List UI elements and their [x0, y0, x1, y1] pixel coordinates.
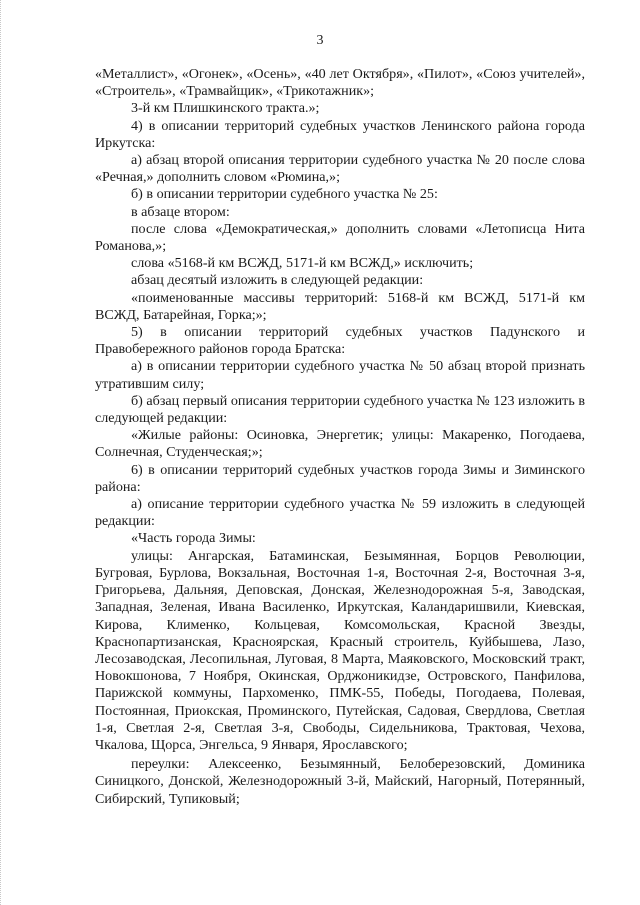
paragraph: 3-й км Плишкинского тракта.»;	[131, 100, 320, 117]
paragraph: а) описание территории судебного участка № 59 изложить в следующей редакции:	[95, 496, 585, 530]
paragraph: «Жилые районы: Осиновка, Энергетик; улицы: Макаренко, Погодаева, Солнечная, Студенческая;»;	[95, 427, 585, 461]
paragraph: «поименованные массивы территорий: 5168-й км ВСЖД, 5171-й км ВСЖД, Батарейная, Горка;»;	[95, 289, 585, 323]
paragraph: слова «5168-й км ВСЖД, 5171-й км ВСЖД,» исключить;	[131, 255, 474, 272]
paragraph: а) абзац второй описания территории судебного участка № 20 после слова «Речная,» дополнить словом «Рюмина,»;	[95, 152, 585, 186]
paragraph: в абзаце втором:	[131, 203, 230, 220]
paragraph: после слова «Демократическая,» дополнить словами «Летописца Нита Романова,»;	[95, 220, 585, 255]
page-number: 3	[316, 33, 324, 48]
paragraph: переулки: Алексеенко, Безымянный, Белоберезовский, Доминика Синицкого, Донской, Железнодорожный 3-й, Майский, Нагорный, Потерянный, Сибирский, Тупиковый;	[95, 756, 585, 807]
paragraph: абзац десятый изложить в следующей редакции:	[131, 272, 424, 289]
paragraph: 5) в описании территорий судебных участков Падунского и Правобережного районов города Братска:	[95, 324, 585, 358]
paragraph: б) в описании территории судебного участка № 25:	[131, 186, 438, 203]
paragraph: 6) в описании территорий судебных участков города Зимы и Зиминского района:	[95, 461, 585, 495]
document-body	[95, 66, 585, 808]
paragraph: «Часть города Зимы:	[131, 530, 256, 547]
paragraph: 4) в описании территорий судебных участков Ленинского района города Иркутска:	[95, 117, 585, 151]
paragraph: а) в описании территории судебного участка № 50 абзац второй признать утратившим силу;	[95, 358, 585, 392]
paragraph: «Металлист», «Огонек», «Осень», «40 лет Октября», «Пилот», «Союз учителей», «Строитель», «Трамвайщик», «Трикотажник»;	[95, 66, 585, 100]
scan-margin-edge	[0, 0, 4, 905]
paragraph: б) абзац первый описания территории судебного участка № 123 изложить в следующей редакции:	[95, 392, 585, 427]
paragraph: улицы: Ангарская, Батаминская, Безымянная, Борцов Революции, Бугровая, Бурлова, Вокзальная, Восточная 1-я, Восточная 2-я, Восточная 3-я, Григорьева, Дальняя, Деповская, Донская, Железнодорожная 5-я, Заводская, Западная, Зеленая, Ивана Василенко, Иркутская, Каландаришвили, Киевская, Кирова, Клименко, Кольцевая, Комсомольская, Красной Звезды, Краснопартизанская, Красноярская, Красный строитель, Куйбышева, Лазо, Лесозаводская, Лесопильная, Луговая, 8 Марта, Маяковского, Московский тракт, Новокшонова, 7 Ноября, Окинская, Орджоникидзе, Островского, Панфилова, Парижской коммуны, Пархоменко, ПМК-55, Победы, Погодаева, Полевая, Постоянная, Приокская, Проминского, Путейская, Садовая, Свердлова, Светлая 1-я, Светлая 2-я, Светлая 3-я, Свободы, Сидельникова, Трактовая, Чехова, Чкалова, Щорса, Энгельса, 9 Января, Ярославского;	[95, 547, 585, 753]
